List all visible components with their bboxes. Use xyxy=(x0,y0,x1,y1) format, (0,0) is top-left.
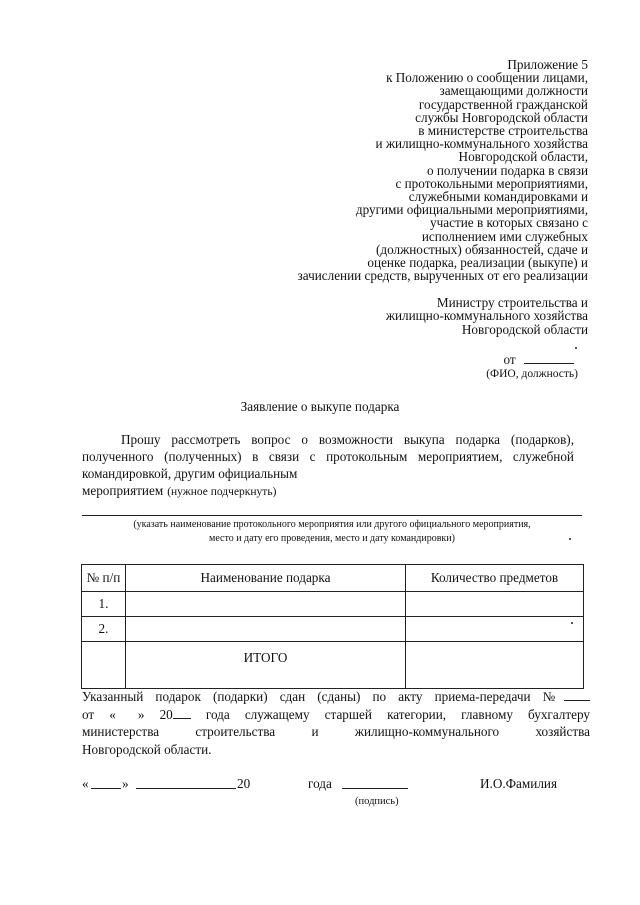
addressee-line: Новгородской области xyxy=(461,321,588,337)
annex-line: с протокольными мероприятиями, xyxy=(395,175,588,191)
handover-text: от « xyxy=(82,706,116,722)
handover-text: Указанный подарок (подарки) сдан (сданы) по акту приема-передачи № xyxy=(82,689,564,704)
annex-line: служебными командировками и xyxy=(408,189,588,205)
request-paragraph xyxy=(82,431,574,501)
total-label: ИТОГО xyxy=(126,642,406,689)
from-row xyxy=(504,352,574,368)
request-line: (подарков), полученного (полученных) в связи с протокольным xyxy=(82,432,574,464)
table-row xyxy=(82,592,584,617)
header-number: № п/п xyxy=(82,565,126,592)
event-blank-line[interactable] xyxy=(82,515,582,516)
annex-line: к Положению о сообщении лицами, xyxy=(386,70,588,86)
sign-month-blank[interactable] xyxy=(136,777,236,789)
annex-line: службы Новгородской области xyxy=(415,109,588,125)
header-quantity: Количество предметов xyxy=(406,565,584,592)
annex-line: исполнением ими служебных xyxy=(421,228,588,244)
scan-dot xyxy=(569,538,571,540)
header-gift-name: Наименование подарка xyxy=(126,565,406,592)
handover-text: года служащему старшей категории, главному бухгалтеру xyxy=(190,706,590,722)
annex-line: участие в которых связано с xyxy=(430,215,588,231)
request-last-line: мероприятием xyxy=(82,483,164,498)
request-line: мероприятием, служебной командировкой, другим официальным xyxy=(82,449,574,481)
handover-line xyxy=(82,688,590,706)
annex-line: (должностных) обязанностей, сдаче и xyxy=(376,241,588,257)
request-line: Прошу рассмотреть вопрос о возможности выкупа подарка xyxy=(121,432,501,447)
annex-line: замещающими должности xyxy=(439,83,588,99)
year-prefix: 20 xyxy=(237,776,251,791)
event-hint xyxy=(82,518,582,546)
quantity-cell[interactable] xyxy=(406,592,584,617)
handover-paragraph xyxy=(82,688,590,758)
annex-line: зачислении средств, вырученных от его реализации xyxy=(297,268,588,284)
signature-hint: (подпись) xyxy=(355,796,399,807)
act-number-blank[interactable] xyxy=(564,689,590,701)
row-number: 1. xyxy=(82,592,126,617)
document-title: Заявление о выкупе подарка xyxy=(240,399,400,414)
annex-header xyxy=(188,58,588,282)
quantity-cell[interactable] xyxy=(406,617,584,642)
addressee-line: жилищно-коммунального хозяйства xyxy=(385,308,588,324)
annex-line: другими официальными мероприятиями, xyxy=(355,202,588,218)
annex-line: в министерстве строительства xyxy=(418,123,588,139)
signer-name: И.О.Фамилия xyxy=(480,776,558,791)
day-blank[interactable] xyxy=(116,708,138,719)
annex-line: Новгородской области, xyxy=(458,149,588,165)
addressee-line: Министру строительства и xyxy=(436,295,588,310)
annex-line: Приложение 5 xyxy=(507,57,588,72)
from-blank-field[interactable] xyxy=(524,352,574,364)
gift-name-cell[interactable] xyxy=(126,617,406,642)
table-header-row xyxy=(82,565,584,592)
total-row xyxy=(82,642,584,689)
year-word: года xyxy=(308,776,332,791)
annex-line: и жилищно-коммунального хозяйства xyxy=(375,136,588,152)
gift-table xyxy=(81,564,584,689)
scan-dot xyxy=(571,622,573,624)
annex-line: о получении подарка в связи xyxy=(426,162,588,178)
addressee-block xyxy=(288,296,588,336)
sign-day-blank[interactable] xyxy=(91,777,121,789)
year-blank[interactable] xyxy=(173,707,191,719)
underline-note: (нужное подчеркнуть) xyxy=(167,486,277,498)
annex-line: оценке подарка, реализации (выкупе) и xyxy=(367,255,588,271)
total-empty-cell xyxy=(82,642,126,689)
handover-line xyxy=(82,706,590,724)
gift-name-cell[interactable] xyxy=(126,592,406,617)
handover-line: министерства строительства и жилищно-коммунального хозяйства xyxy=(82,724,590,739)
total-quantity-cell[interactable] xyxy=(406,642,584,689)
event-hint-line: место и дату его проведения, место и дату командировки) xyxy=(209,533,455,544)
event-hint-line: (указать наименование протокольного мероприятия или другого официального мероприятия, xyxy=(133,519,531,530)
annex-line: государственной гражданской xyxy=(418,96,588,112)
handover-line: Новгородской области. xyxy=(82,741,212,757)
scan-dot xyxy=(575,347,577,349)
fio-hint: (ФИО, должность) xyxy=(486,368,578,380)
row-number: 2. xyxy=(82,617,126,642)
from-label: от xyxy=(503,352,516,367)
handover-text: » 20 xyxy=(137,706,173,722)
signature-blank[interactable] xyxy=(342,777,408,789)
date-open-quote: « xyxy=(82,776,89,791)
table-row xyxy=(82,617,584,642)
date-close-quote: » xyxy=(122,776,129,791)
